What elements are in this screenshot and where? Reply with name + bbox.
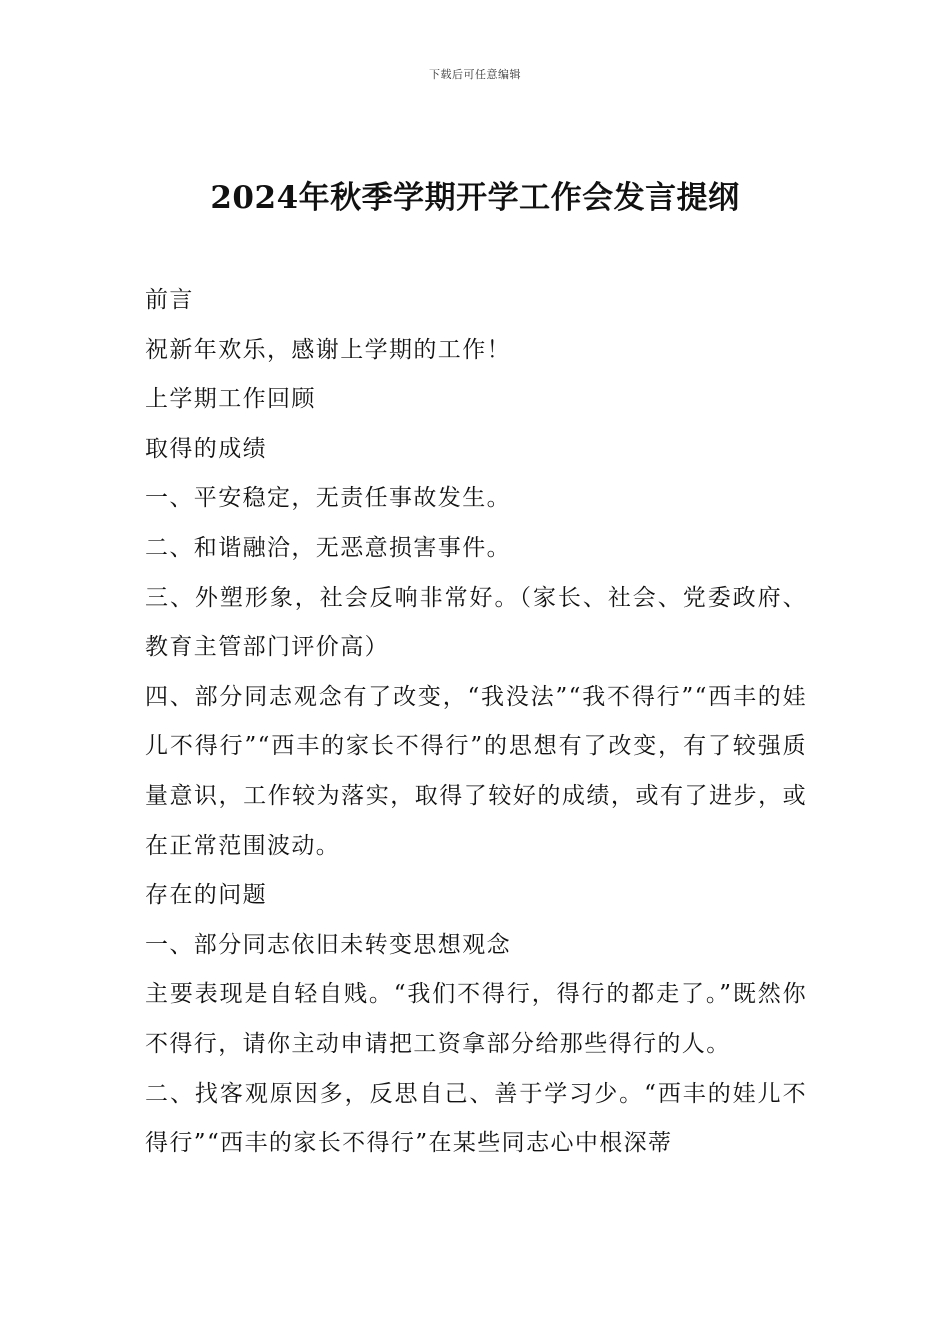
header-note: 下载后可任意编辑	[429, 68, 521, 81]
paragraph-greeting: 祝新年欢乐，感谢上学期的工作！	[145, 336, 511, 363]
paragraph-preface-heading: 前言	[145, 287, 194, 313]
document-title: 2024年秋季学期开学工作会发言提纲	[210, 180, 740, 216]
paragraph-achievements-heading: 取得的成绩	[145, 435, 267, 462]
paragraph-achievement-4: 四、部分同志观念有了改变，“我没法”“我不得行”“西丰的娃儿不得行”“西丰的家长不得行”的思想有了改变，有了较强质量意识，工作较为落实，取得了较好的成绩，或有了进步，或在正常范围波动。	[145, 683, 807, 859]
paragraph-problem-1: 一、部分同志依旧未转变思想观念	[145, 931, 511, 958]
paragraph-achievement-1: 一、平安稳定，无责任事故发生。	[145, 485, 511, 512]
paragraph-problem-2: 二、找客观原因多，反思自己、善于学习少。“西丰的娃儿不得行”“西丰的家长不得行”在某些同志心中根深蒂	[145, 1080, 807, 1157]
paragraph-achievement-2: 二、和谐融洽，无恶意损害事件。	[145, 534, 511, 561]
document-body	[145, 276, 807, 1169]
paragraph-review-heading: 上学期工作回顾	[145, 386, 316, 413]
paragraph-problems-heading: 存在的问题	[145, 882, 267, 909]
paragraph-problem-1-detail: 主要表现是自轻自贱。“我们不得行，得行的都走了。”既然你不得行，请你主动申请把工资拿部分给那些得行的人。	[145, 981, 807, 1057]
paragraph-achievement-3: 三、外塑形象，社会反响非常好。（家长、社会、党委政府、教育主管部门评价高）	[145, 584, 807, 661]
